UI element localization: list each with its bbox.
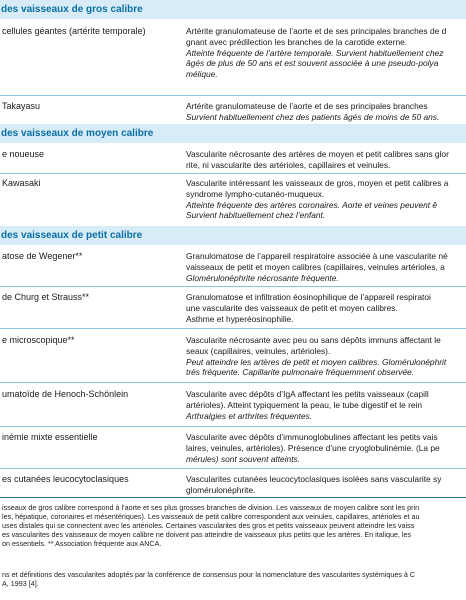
entry-description: [186, 474, 466, 496]
description-line: Atteinte fréquente des artères coronaires. Aorte et veines peuvent ê: [186, 199, 438, 210]
table-note-line: uses distales qui se connectent avec les artérioles. Certaines vascularites des gros et petits vaisseaux peuvent atteindre les vaiss: [2, 521, 415, 530]
description-line: Artérite granulomateuse de l’aorte et de ses principales branches: [186, 101, 428, 111]
entry-name: cellules géantes (artérite temporale): [2, 26, 146, 36]
description-line: glomérulonéphrite.: [186, 484, 256, 495]
description-line: Vascularite nécrosante des artères de moyen et petit calibres sans glor: [186, 149, 449, 159]
entry-name: atose de Wegener**: [2, 251, 83, 261]
description-line: mérules) sont souvent atteints.: [186, 453, 301, 464]
description-line: artérioles). Atteint typiquement la peau, le tube digestif et le rein: [186, 399, 423, 410]
description-line: Artérite granulomateuse de l’aorte et de ses principales branches de d: [186, 26, 447, 36]
description-line: syndrome lympho-cutanéo-muqueux.: [186, 188, 325, 199]
description-line: Asthme et hyperéosinophilie.: [186, 313, 294, 324]
entry-description: [186, 292, 466, 324]
description-line: Survient habituellement chez des patients âgés de moins de 50 ans.: [186, 111, 440, 122]
description-line: laires, veinules, artérioles). Présence d’une cryoglobulinémie. (La pe: [186, 442, 440, 453]
entry-name: e microscopique**: [2, 335, 75, 345]
description-line: une vascularite des vaisseaux de petit et moyen calibres.: [186, 302, 398, 313]
row-divider: [0, 173, 466, 174]
entry-name: Kawasaki: [2, 178, 41, 188]
description-line: très fréquente. Capillarite pulmonaire fréquemment observée.: [186, 367, 415, 378]
entry-name: es cutanées leucocytoclasiques: [2, 474, 129, 484]
table-note-line: isseaux de gros calibre correspond à l’aorte et ses plus grosses branches de division. Les vaisseaux de moyen calibre sont les prin: [2, 503, 420, 512]
description-line: gnant avec prédilection les branches de la carotide externe.: [186, 36, 408, 47]
description-line: Arthralgies et arthrites fréquentes.: [186, 410, 313, 421]
section-header-medium-vessels: des vaisseaux de moyen calibre: [0, 124, 466, 143]
entry-name: umatoïde de Henoch-Schönlein: [2, 389, 129, 399]
entry-description: [186, 432, 466, 464]
entry-name: de Churg et Strauss**: [2, 292, 90, 302]
description-line: Survient habituellement chez l’enfant.: [186, 210, 326, 221]
table-source-line: A, 1993 [4].: [2, 579, 39, 588]
entry-description: [186, 335, 466, 378]
table-note-line: es vascularites des vaisseaux de moyen calibre ne doivent pas atteindre de vaisseaux plus petits que les artères. En italique, les: [2, 530, 412, 539]
entry-name: inémie mixte essentielle: [2, 432, 98, 442]
description-line: Granulomatose et infiltration éosinophilique de l’appareil respiratoi: [186, 292, 431, 302]
description-line: Vascularite intéressant les vaisseaux de gros, moyen et petit calibres a: [186, 178, 449, 188]
description-line: Atteinte fréquente de l’artère temporale. Survient habituellement chez: [186, 47, 444, 58]
section-header-large-vessels: des vaisseaux de gros calibre: [0, 0, 466, 19]
description-line: Vascularites cutanées leucocytoclasiques isolées sans vascularite sy: [186, 474, 442, 484]
description-line: Vascularite avec dépôts d’immunoglobulines affectant les petits vais: [186, 432, 438, 442]
entry-description: [186, 26, 466, 80]
entry-description: [186, 101, 466, 123]
entry-description: [186, 178, 466, 221]
entry-description: [186, 389, 466, 421]
description-line: vaisseaux de petit et moyen calibres (capillaires, veinules artérioles, a: [186, 261, 445, 272]
section-header-small-vessels: des vaisseaux de petit calibre: [0, 226, 466, 245]
table-note-line: on essentiels. ** Association fréquente aux ANCA.: [2, 539, 162, 548]
row-divider: [0, 468, 466, 469]
table-note-line: les, hépatique, coronaires et mésentériques). Les vaisseaux de petit calibre correspondent aux veinules, capillaires, artérioles et au: [2, 512, 420, 521]
description-line: âgés de plus de 50 ans et est souvent associée à une pseudo-polya: [186, 58, 439, 69]
table-bottom-rule: [0, 497, 466, 498]
entry-name: Takayasu: [2, 101, 41, 111]
description-line: Vascularite nécrosante avec peu ou sans dépôts immuns affectant le: [186, 335, 441, 345]
table-source-line: ns et définitions des vascularites adoptés par la conférence de consensus pour la nomenclature des vascularites systémiques à C: [2, 570, 416, 579]
entry-name: e noueuse: [2, 149, 45, 159]
description-line: mélique.: [186, 69, 218, 80]
row-divider: [0, 382, 466, 383]
row-divider: [0, 95, 466, 96]
description-line: Glomérulonéphrite nécrosante fréquente.: [186, 272, 339, 283]
description-line: Peut atteindre les artères de petit et moyen calibres. Glomérulonéphrit: [186, 356, 447, 367]
description-line: seaux (capillaires, veinules, artérioles).: [186, 345, 331, 356]
row-divider: [0, 426, 466, 427]
description-line: rite, ni vascularite des artérioles, capillaires et veinules.: [186, 159, 391, 170]
row-divider: [0, 286, 466, 287]
entry-description: [186, 149, 466, 171]
row-divider: [0, 328, 466, 329]
description-line: Vascularite avec dépôts d’IgA affectant les petits vaisseaux (capill: [186, 389, 429, 399]
description-line: Granulomatose de l’appareil respiratoire associée à une vascularite né: [186, 251, 448, 261]
entry-description: [186, 251, 466, 283]
